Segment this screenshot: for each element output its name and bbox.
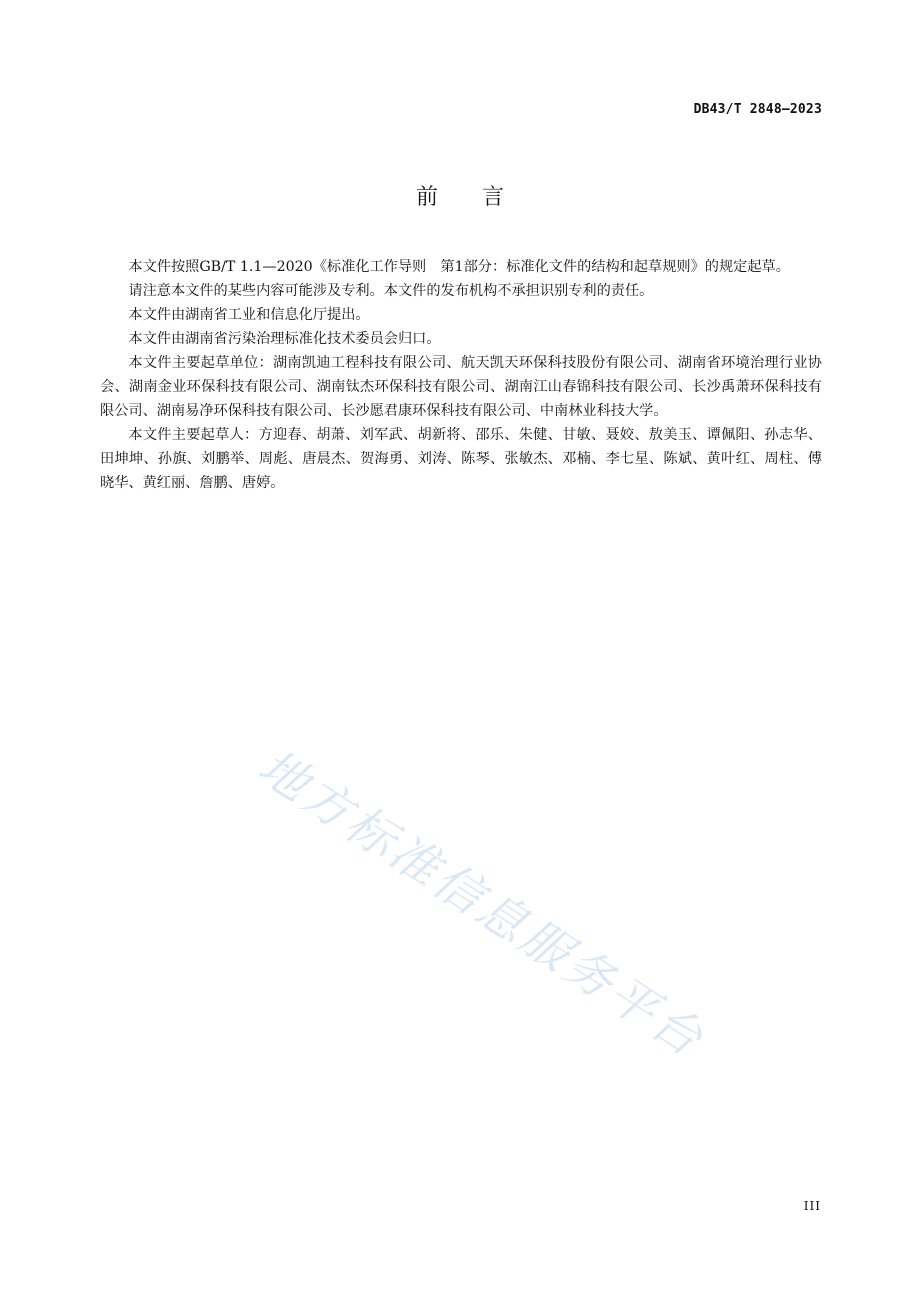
paragraph-standard-basis: 本文件按照GB/T 1.1—2020《标准化工作导则 第1部分：标准化文件的结构和起草规则》的规定起草。 [128,259,790,275]
paragraph-drafting-units: 本文件主要起草单位：湖南凯迪工程科技有限公司、航天凯天环保科技股份有限公司、湖南省环境治理行业协会、湖南金业环保科技有限公司、湖南钛杰环保科技有限公司、湖南江山春锦科技有限公司、长沙禹萧环保科技有限公司、湖南易净环保科技有限公司、长沙愿君康环保科技有限公司、中南林业科技大学。 [100,355,822,419]
document-code: DB43/T 2848—2023 [693,102,822,117]
paragraph-patent-notice: 请注意本文件的某些内容可能涉及专利。本文件的发布机构不承担识别专利的责任。 [128,283,654,299]
paragraph-committee: 本文件由湖南省污染治理标准化技术委员会归口。 [128,331,441,347]
watermark: 地方标准信息服务平台 [248,738,715,1069]
page-number: III [803,1199,821,1213]
paragraph-proposer: 本文件由湖南省工业和信息化厅提出。 [128,307,370,323]
foreword-body [100,255,822,495]
paragraph-drafters: 本文件主要起草人：方迎春、胡萧、刘军武、胡新将、邵乐、朱健、甘敏、聂姣、敖美玉、谭佩阳、孙志华、田坤坤、孙旗、刘鹏举、周彪、唐晨杰、贺海勇、刘涛、陈琴、张敏杰、邓楠、李七星、陈斌、黄叶红、周柱、傅晓华、黄红丽、詹鹏、唐婷。 [100,427,822,491]
page-title: 前言 [415,185,548,210]
